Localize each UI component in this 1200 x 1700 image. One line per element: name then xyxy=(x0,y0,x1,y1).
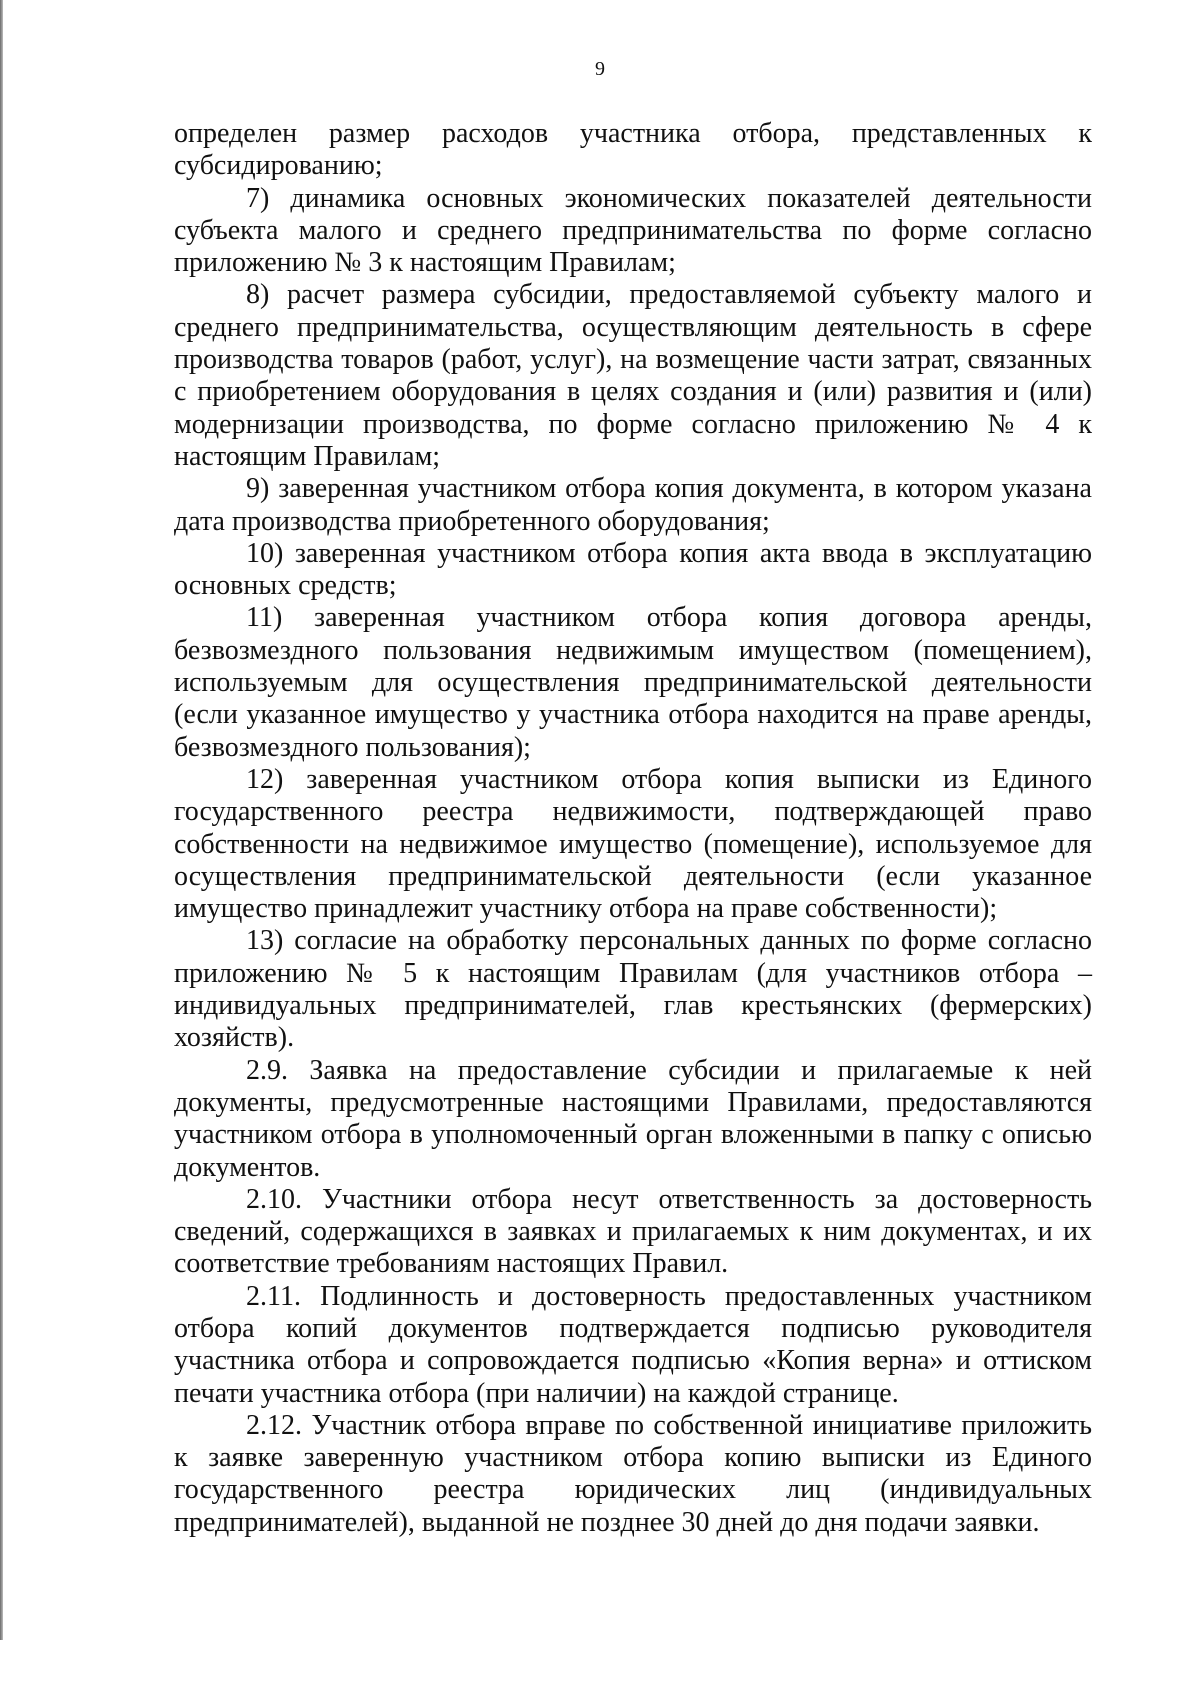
list-item-11: 11) заверенная участником отбора копия договора аренды, безвозмездного пользования недвижимым имуществом (помещением), используемым для осуществления предпринимательской деятельности (если указанное имущество у участника отбора находится на праве аренды, безвозмездного пользования); xyxy=(174,602,1092,763)
paragraph-continuation: определен размер расходов участника отбора, представленных к субсидированию; xyxy=(174,118,1092,182)
page-number: 9 xyxy=(595,58,605,80)
list-item-7: 7) динамика основных экономических показателей деятельности субъекта малого и среднего предпринимательства по форме согласно приложению № 3 к настоящим Правилам; xyxy=(174,182,1092,279)
clause-2-11: 2.11. Подлинность и достоверность предоставленных участником отбора копий документов подтверждается подписью руководителя участника отбора и сопровождается подписью «Копия верна» и оттиском печати участника отбора (при наличии) на каждой странице. xyxy=(174,1280,1092,1409)
list-item-8: 8) расчет размера субсидии, предоставляемой субъекту малого и среднего предпринимательства, осуществляющим деятельность в сфере производства товаров (работ, услуг), на возмещение части затрат, связанных с приобретением оборудования в целях создания и (или) развития и (или) модернизации производства, по форме согласно приложению № 4 к настоящим Правилам; xyxy=(174,279,1092,472)
clause-2-12: 2.12. Участник отбора вправе по собственной инициативе приложить к заявке заверенную участником отбора копию выписки из Единого государственного реестра юридических лиц (индивидуальных предпринимателей), выданной не позднее 30 дней до дня подачи заявки. xyxy=(174,1409,1092,1538)
clause-2-10: 2.10. Участники отбора несут ответственность за достоверность сведений, содержащихся в заявках и прилагаемых к ним документах, и их соответствие требованиям настоящих Правил. xyxy=(174,1183,1092,1280)
list-item-10: 10) заверенная участником отбора копия акта ввода в эксплуатацию основных средств; xyxy=(174,537,1092,602)
list-item-13: 13) согласие на обработку персональных данных по форме согласно приложению № 5 к настоящим Правилам (для участников отбора – индивидуальных предпринимателей, глав крестьянских (фермерских) хозяйств). xyxy=(174,925,1092,1054)
list-item-9: 9) заверенная участником отбора копия документа, в котором указана дата производства приобретенного оборудования; xyxy=(174,473,1092,537)
scan-edge-shadow xyxy=(0,0,3,1640)
list-item-12: 12) заверенная участником отбора копия выписки из Единого государственного реестра недвижимости, подтверждающей право собственности на недвижимое имущество (помещение), используемое для осуществления предпринимательской деятельности (если указанное имущество принадлежит участнику отбора на праве собственности); xyxy=(174,763,1092,925)
clause-2-9: 2.9. Заявка на предоставление субсидии и прилагаемые к ней документы, предусмотренные настоящими Правилами, предоставляются участником отбора в уполномоченный орган вложенными в папку с описью документов. xyxy=(174,1054,1092,1183)
document-body xyxy=(174,118,1092,1539)
